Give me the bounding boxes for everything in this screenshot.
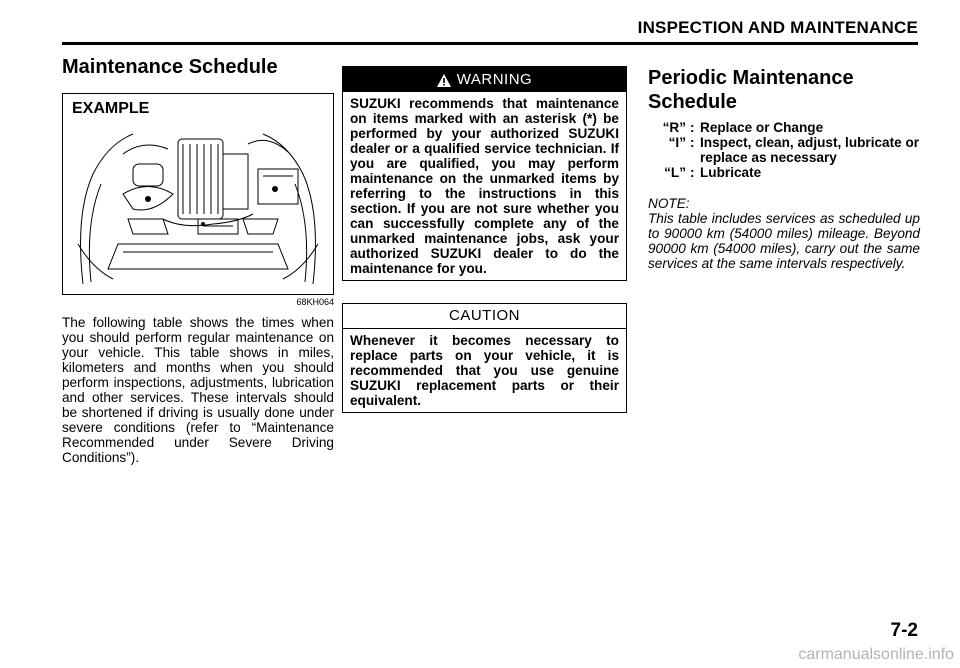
periodic-maintenance-title	[648, 66, 920, 114]
legend-colon: :	[690, 165, 695, 180]
note-label: NOTE:	[648, 196, 690, 211]
legend-desc: Inspect, clean, adjust, lubricate or replace as necessary	[700, 135, 920, 165]
caution-text: Whenever it becomes necessary to replace parts on your vehicle, it is recommended that you use genuine SUZUKI replacement parts or their equivalent.	[350, 333, 619, 408]
engine-bay-figure	[62, 93, 334, 295]
legend-colon: :	[690, 120, 695, 135]
section-title: Maintenance Schedule	[62, 56, 278, 78]
middle-column	[342, 66, 625, 413]
right-column	[648, 66, 920, 271]
watermark: carmanualsonline.info	[798, 646, 954, 663]
page-header-title: INSPECTION AND MAINTENANCE	[637, 18, 918, 37]
left-column	[62, 56, 334, 465]
engine-bay-illustration	[63, 94, 333, 294]
legend-desc: Lubricate	[700, 165, 762, 180]
caution-box	[342, 303, 627, 413]
legend-key: “R”	[662, 120, 686, 135]
warning-text: SUZUKI recommends that maintenance on items marked with an asterisk (*) be performed by your authorized SUZUKI dealer or a qualified service technician. If you are qualified, you may perform maintenance on the unmarked items by referring to the instructions in this section. If you are not sure whether you can successfully complete any of the unmarked maintenance jobs, ask your authorized SUZUKI dealer to do the maintenance for you.	[350, 96, 619, 276]
warning-heading	[343, 67, 626, 92]
page-number: 7-2	[890, 620, 918, 641]
legend-key: “I”	[668, 135, 686, 150]
legend-list	[648, 120, 920, 180]
intro-paragraph: The following table shows the times when you should perform regular maintenance on your vehicle. This table shows in miles, kilometers and months when you should perform inspections, adjustments, lubrication and other services. These intervals should be shortened if driving is usually done under severe conditions (refer to “Maintenance Recommended under Severe Driving Conditions”).	[62, 315, 334, 465]
legend-colon: :	[690, 135, 695, 150]
legend-key: “L”	[664, 165, 686, 180]
legend-desc: Replace or Change	[700, 120, 824, 135]
periodic-title-line2: Schedule	[648, 91, 737, 113]
figure-label: EXAMPLE	[72, 100, 150, 117]
warning-triangle-icon	[437, 74, 451, 87]
warning-box	[342, 66, 627, 281]
legend-item	[648, 165, 920, 180]
caution-heading: CAUTION	[343, 304, 626, 329]
figure-code: 68KH064	[296, 297, 334, 307]
header-rule	[62, 42, 918, 45]
legend-item	[648, 120, 920, 135]
periodic-title-line1: Periodic Maintenance	[648, 67, 854, 89]
legend-item	[648, 135, 920, 165]
warning-heading-text: WARNING	[456, 71, 533, 88]
note-text: This table includes services as scheduled up to 90000 km (54000 miles) mileage. Beyond 90000 km (54000 miles), carry out the same services at the same intervals respectively.	[648, 211, 920, 271]
